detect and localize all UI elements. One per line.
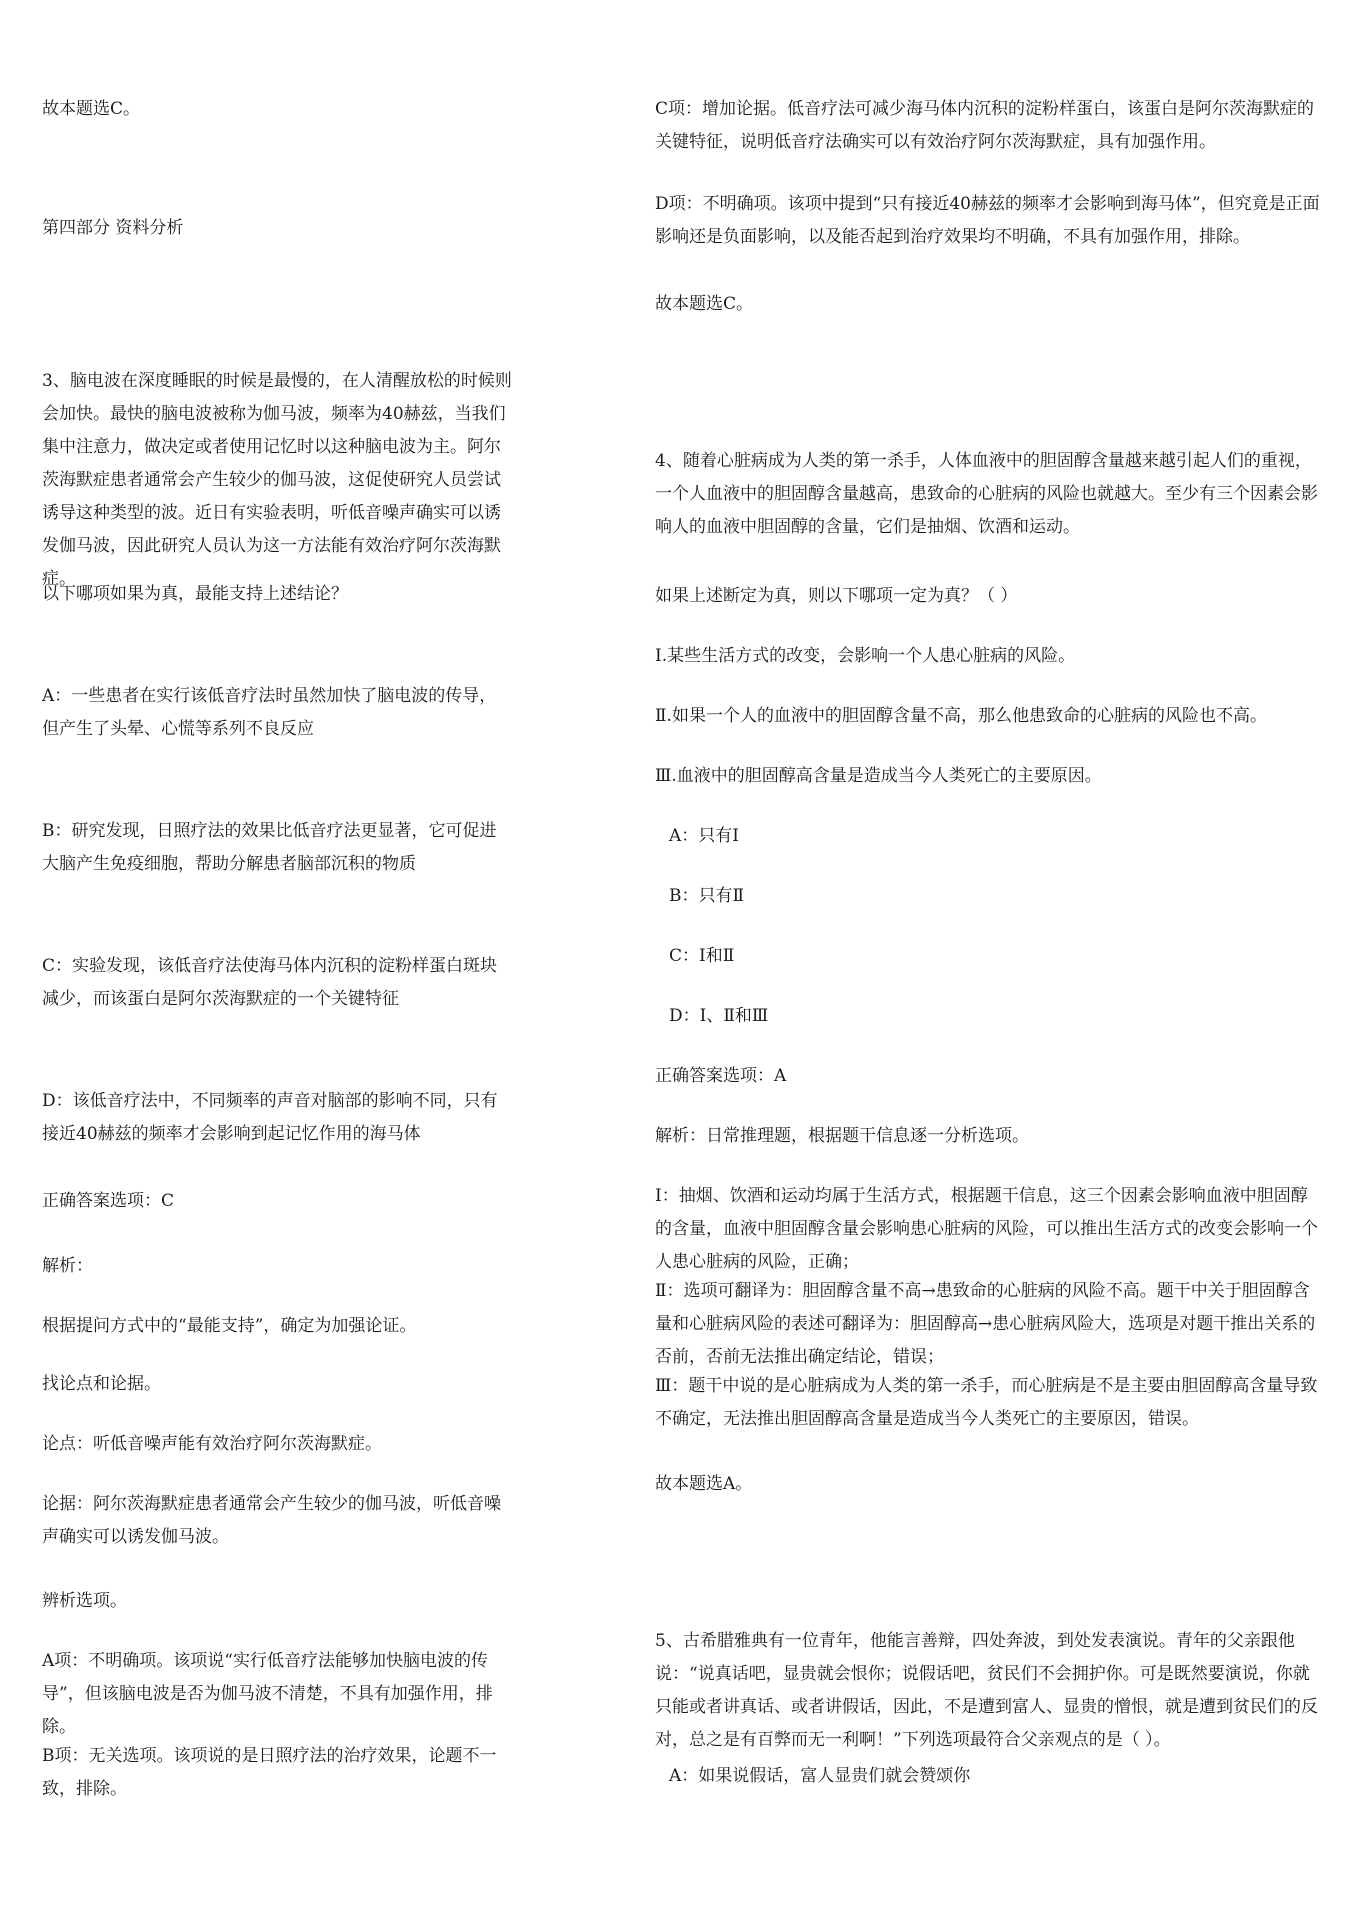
analysis-line: D项：不明确项。该项中提到“只有接近40赫兹的频率才会影响到海马体”，但究竟是正面影响还是负面影响，以及能否起到治疗效果均不明确，不具有加强作用，排除。	[655, 194, 1320, 247]
analysis-line: 解析：日常推理题，根据题干信息逐一分析选项。	[655, 1126, 1029, 1146]
analysis-line: C项：增加论据。低音疗法可减少海马体内沉积的淀粉样蛋白，该蛋白是阿尔茨海默症的关键特征，说明低音疗法确实可以有效治疗阿尔茨海默症，具有加强作用。	[655, 99, 1315, 152]
question-4-stem: 4、随着心脏病成为人类的第一杀手，人体血液中的胆固醇含量越来越引起人们的重视，一个人血液中的胆固醇含量越高，患致命的心脏病的风险也就越大。至少有三个因素会影响人的血液中胆固醇的含量，它们是抽烟、饮酒和运动。	[655, 451, 1318, 537]
question-5-stem: 5、古希腊雅典有一位青年，他能言善辩，四处奔波，到处发表演说。青年的父亲跟他说：“说真话吧，显贵就会恨你；说假话吧，贫民们不会拥护你。可是既然要演说，你就只能或者讲真话、或者讲假话，因此，不是遭到富人、显贵的憎恨，就是遭到贫民们的反对，总之是有百弊而无一利啊！”下列选项最符合父亲观点的是（ ）。	[655, 1631, 1318, 1750]
question-3-prompt: 以下哪项如果为真，最能支持上述结论？	[42, 584, 348, 604]
question-4-prompt: 如果上述断定为真，则以下哪项一定为真？（ ）	[655, 586, 1018, 606]
analysis-line: A项：不明确项。该项说“实行低音疗法能够加快脑电波的传导”，但该脑电波是否为伽马波不清楚，不具有加强作用，排除。	[42, 1651, 493, 1737]
question-4-option-b: B：只有Ⅱ	[669, 886, 745, 906]
conclusion-text: 故本题选C。	[42, 99, 141, 119]
question-4-statement: Ⅰ.某些生活方式的改变，会影响一个人患心脏病的风险。	[655, 646, 1076, 666]
question-4-answer: 正确答案选项：A	[655, 1066, 787, 1086]
analysis-line: Ⅰ：抽烟、饮酒和运动均属于生活方式，根据题干信息，这三个因素会影响血液中胆固醇的含量，血液中胆固醇含量会影响患心脏病的风险，可以推出生活方式的改变会影响一个人患心脏病的风险，正确；	[655, 1186, 1318, 1272]
question-3-option-c: C：实验发现，该低音疗法使海马体内沉积的淀粉样蛋白斑块减少，而该蛋白是阿尔茨海默症的一个关键特征	[42, 956, 498, 1009]
question-3-option-d: D：该低音疗法中，不同频率的声音对脑部的影响不同，只有接近40赫兹的频率才会影响到起记忆作用的海马体	[42, 1091, 498, 1144]
analysis-line: B项：无关选项。该项说的是日照疗法的治疗效果，论题不一致，排除。	[42, 1746, 497, 1799]
conclusion-text: 故本题选C。	[655, 294, 754, 314]
conclusion-text: 故本题选A。	[655, 1474, 753, 1494]
analysis-line: 找论点和论据。	[42, 1374, 161, 1394]
analysis-line: 论据：阿尔茨海默症患者通常会产生较少的伽马波，听低音噪声确实可以诱发伽马波。	[42, 1494, 501, 1547]
analysis-line: 根据提问方式中的“最能支持”，确定为加强论证。	[42, 1316, 417, 1336]
analysis-line: Ⅱ：选项可翻译为：胆固醇含量不高→患致命的心脏病的风险不高。题干中关于胆固醇含量和心脏病风险的表述可翻译为：胆固醇高→患心脏病风险大，选项是对题干推出关系的否前，否前无法推出确定结论，错误；	[655, 1281, 1316, 1367]
question-3-answer: 正确答案选项：C	[42, 1191, 175, 1211]
question-4-option-c: C：Ⅰ和Ⅱ	[669, 946, 735, 966]
analysis-line: Ⅲ：题干中说的是心脏病成为人类的第一杀手，而心脏病是不是主要由胆固醇高含量导致不确定，无法推出胆固醇高含量是造成当今人类死亡的主要原因，错误。	[655, 1376, 1318, 1429]
question-4-option-a: A：只有Ⅰ	[669, 826, 739, 846]
question-5-option-a: A：如果说假话，富人显贵们就会赞颂你	[669, 1766, 971, 1786]
question-3-stem: 3、脑电波在深度睡眠的时候是最慢的，在人清醒放松的时候则会加快。最快的脑电波被称为伽马波，频率为40赫兹，当我们集中注意力，做决定或者使用记忆时以这种脑电波为主。阿尔茨海默症患者通常会产生较少的伽马波，这促使研究人员尝试诱导这种类型的波。近日有实验表明，听低音噪声确实可以诱发伽马波，因此研究人员认为这一方法能有效治疗阿尔茨海默症。	[42, 371, 512, 589]
question-3-option-a: A：一些患者在实行该低音疗法时虽然加快了脑电波的传导，但产生了头晕、心慌等系列不良反应	[42, 686, 497, 739]
analysis-label: 解析：	[42, 1256, 93, 1276]
section-heading: 第四部分 资料分析	[42, 218, 184, 238]
analysis-line: 辨析选项。	[42, 1591, 127, 1611]
question-4-option-d: D：Ⅰ、Ⅱ和Ⅲ	[669, 1006, 769, 1026]
question-4-statement: Ⅱ.如果一个人的血液中的胆固醇含量不高，那么他患致命的心脏病的风险也不高。	[655, 706, 1267, 726]
question-4-statement: Ⅲ.血液中的胆固醇高含量是造成当今人类死亡的主要原因。	[655, 766, 1102, 786]
analysis-line: 论点：听低音噪声能有效治疗阿尔茨海默症。	[42, 1434, 382, 1454]
question-3-option-b: B：研究发现，日照疗法的效果比低音疗法更显著，它可促进大脑产生免疫细胞，帮助分解患者脑部沉积的物质	[42, 821, 497, 874]
